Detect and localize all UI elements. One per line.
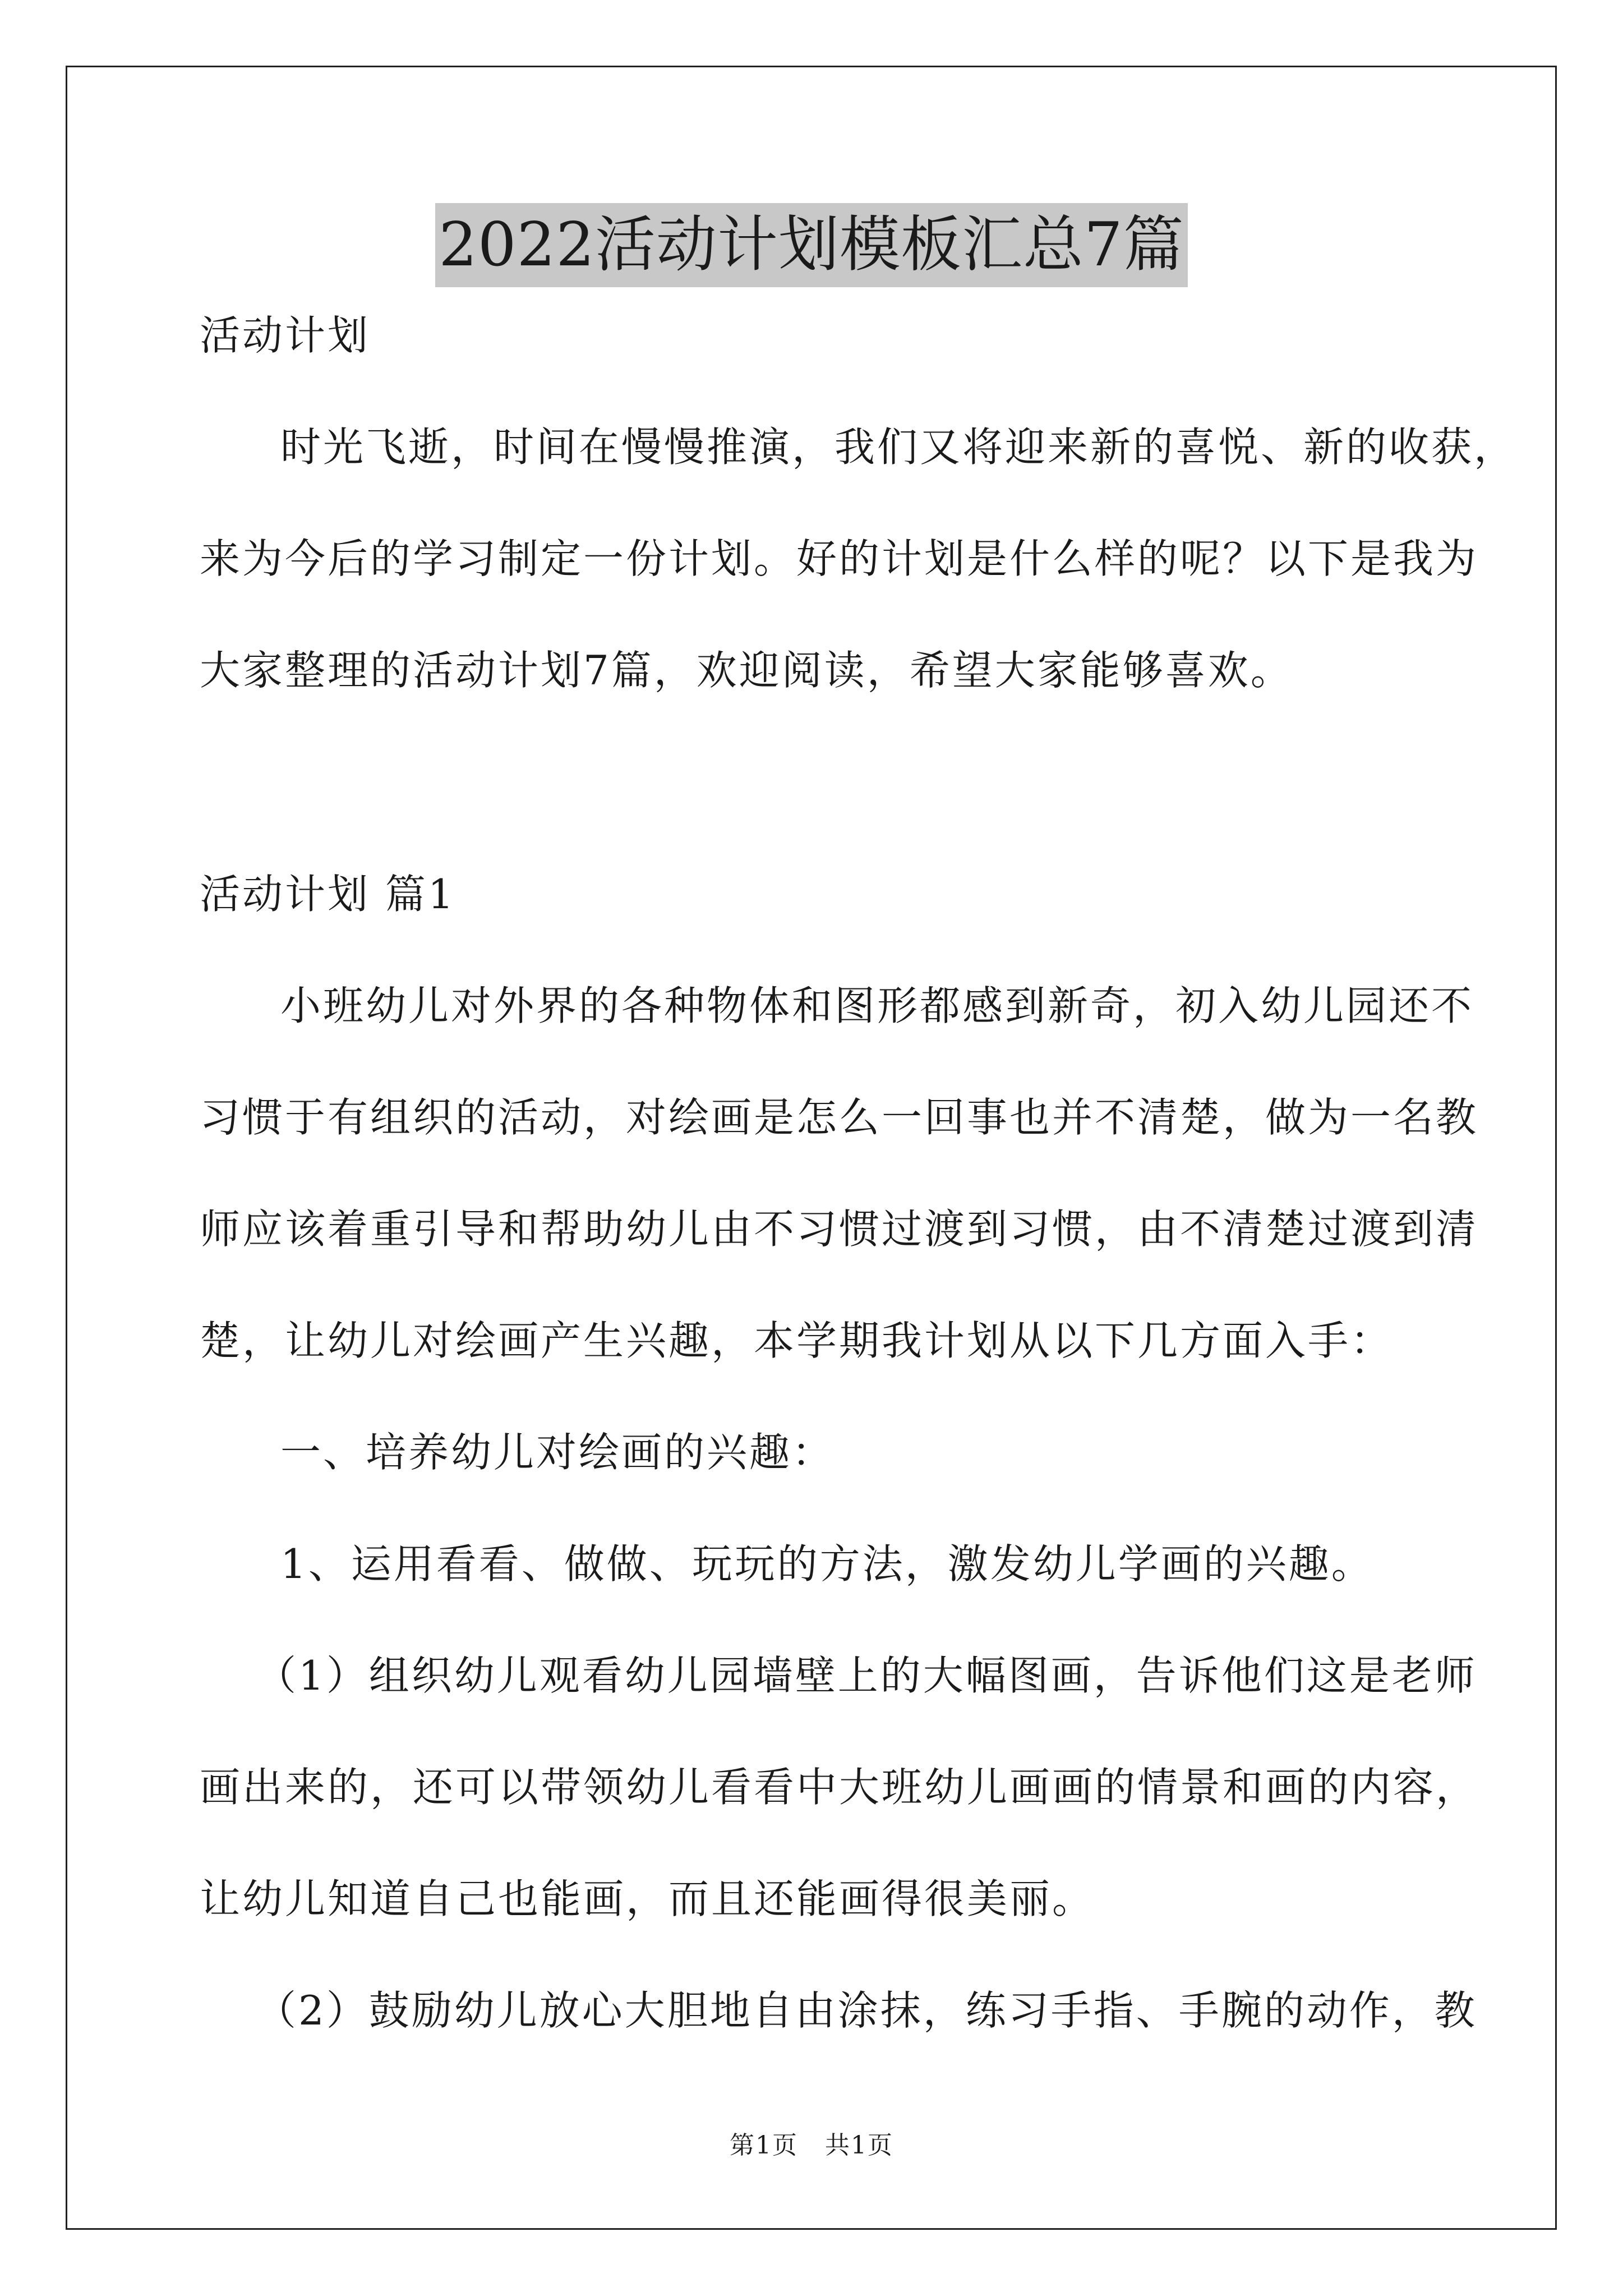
paragraph-line: （2）鼓励幼儿放心大胆地自由涂抹，练习手指、手腕的动作，教 (256, 1987, 1477, 2034)
paragraph-line: 师应该着重引导和帮助幼儿由不习惯过渡到习惯，由不清楚过渡到清 (200, 1205, 1479, 1253)
paragraph-line: 时光飞逝，时间在慢慢推演，我们又将迎来新的喜悦、新的收获， (280, 424, 1517, 471)
document-body (200, 307, 1517, 2094)
title-container (0, 203, 1623, 287)
paragraph-line: 来为今后的学习制定一份计划。好的计划是什么样的呢？以下是我为 (200, 535, 1479, 582)
paragraph-line: 让幼儿知道自己也能画，而且还能画得很美丽。 (200, 1875, 1095, 1922)
paragraph-line: 习惯于有组织的活动，对绘画是怎么一回事也并不清楚，做为一名教 (200, 1094, 1479, 1141)
section-heading: 活动计划 (200, 312, 371, 359)
paragraph-line: 画出来的，还可以带领幼儿看看中大班幼儿画画的情景和画的内容， (200, 1764, 1479, 1811)
paragraph-line: 楚，让幼儿对绘画产生兴趣，本学期我计划从以下几方面入手： (200, 1317, 1394, 1364)
paragraph-line: 1、运用看看、做做、玩玩的方法，激发幼儿学画的兴趣。 (280, 1540, 1374, 1588)
paragraph-line: 一、培养幼儿对绘画的兴趣： (280, 1429, 835, 1476)
paragraph-line: 大家整理的活动计划7篇，欢迎阅读，希望大家能够喜欢。 (200, 647, 1293, 694)
page-footer: 第1页 共1页 (730, 2131, 893, 2160)
paragraph-line: （1）组织幼儿观看幼儿园墙壁上的大幅图画，告诉他们这是老师 (256, 1652, 1477, 1699)
paragraph-line: 小班幼儿对外界的各种物体和图形都感到新奇，初入幼儿园还不 (280, 982, 1474, 1029)
document-title: 2022活动计划模板汇总7篇 (435, 203, 1188, 287)
section-heading: 活动计划 篇1 (200, 871, 456, 918)
